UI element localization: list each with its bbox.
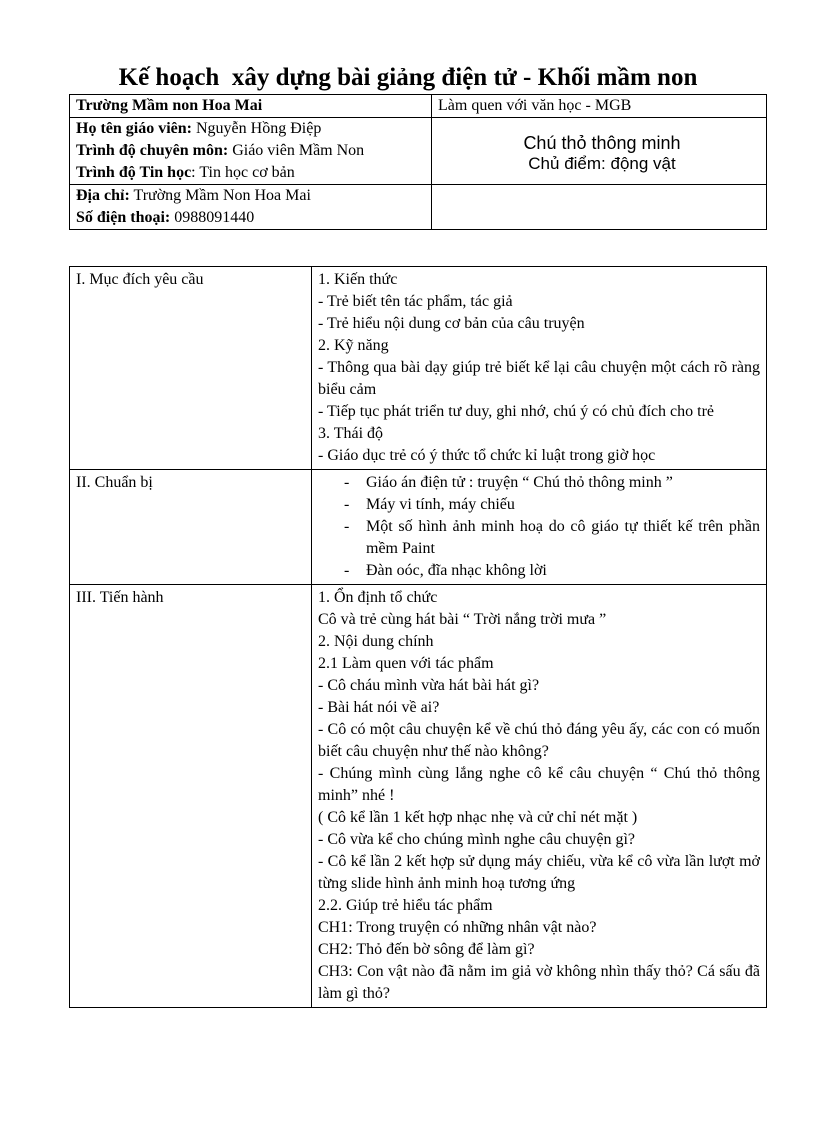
section-2-heading: II. Chuẩn bị <box>70 470 312 585</box>
school-name: Trường Mầm non Hoa Mai <box>70 95 432 118</box>
content-line: - Giáo dục trẻ có ý thức tổ chức kỉ luật trong giờ học <box>318 447 656 464</box>
content-line: CH1: Trong truyện có những nhân vật nào? <box>318 919 597 936</box>
content-line: - Cô có một câu chuyện kể về chú thỏ đáng yêu ấy, các con có muốn biết câu chuyện như thế nào không? <box>318 721 760 760</box>
content-line: Cô và trẻ cùng hát bài “ Trời nắng trời mưa ” <box>318 611 607 628</box>
teacher-value: Nguyễn Hồng Điệp <box>192 120 322 137</box>
header-table <box>69 94 767 230</box>
section-3-heading: III. Tiến hành <box>70 585 312 1008</box>
content-line: - Trẻ hiểu nội dung cơ bản của câu truyện <box>318 315 585 332</box>
lesson-title: Chú thỏ thông minh <box>523 133 681 153</box>
content-line: 2.1 Làm quen với tác phẩm <box>318 655 494 672</box>
empty-cell <box>432 185 767 230</box>
content-line: - Tiếp tục phát triển tư duy, ghi nhớ, chú ý có chủ đích cho trẻ <box>318 403 715 420</box>
content-line: 3. Thái độ <box>318 425 384 442</box>
content-line: 1. Kiến thức <box>318 271 398 288</box>
lesson-info <box>432 118 767 185</box>
content-line: - Bài hát nói về ai? <box>318 699 440 716</box>
level-value: Giáo viên Mầm Non <box>228 142 365 159</box>
content-line: - Cô cháu mình vừa hát bài hát gì? <box>318 677 540 694</box>
content-line: - Trẻ biết tên tác phẩm, tác giả <box>318 293 513 310</box>
content-line: 2. Kỹ năng <box>318 337 389 354</box>
phone-value: 0988091440 <box>170 209 255 226</box>
content-line: CH2: Thỏ đến bờ sông để làm gì? <box>318 941 535 958</box>
it-label: Trình độ Tin học <box>76 164 192 181</box>
content-line: 2.2. Giúp trẻ hiểu tác phẩm <box>318 897 493 914</box>
section-1-heading: I. Mục đích yêu cầu <box>70 267 312 470</box>
teacher-label: Họ tên giáo viên: <box>76 120 192 137</box>
address-value: Trường Mầm Non Hoa Mai <box>129 187 311 204</box>
address-label: Địa chỉ: <box>76 187 130 204</box>
preparation-list <box>318 472 760 582</box>
level-label: Trình độ chuyên môn: <box>76 142 229 159</box>
page-title: Kế hoạch xây dựng bài giảng điện tử - Khối mầm non <box>118 64 698 91</box>
content-line: CH3: Con vật nào đã nằm im giả vờ không nhìn thấy thỏ? Cá sấu đã làm gì thỏ? <box>318 963 760 1002</box>
section-2-content <box>312 470 767 585</box>
content-line: - Cô vừa kể cho chúng mình nghe câu chuyện gì? <box>318 831 636 848</box>
content-line: 1. Ổn định tổ chức <box>318 589 438 606</box>
subject-name: Làm quen với văn học - MGB <box>432 95 767 118</box>
section-1-content <box>312 267 767 470</box>
phone-label: Số điện thoại: <box>76 209 171 226</box>
content-line: - Cô kể lần 2 kết hợp sử dụng máy chiếu, vừa kể cô vừa lần lượt mở từng slide hình ảnh minh hoạ tương ứng <box>318 853 760 892</box>
list-item: - Một số hình ảnh minh hoạ do cô giáo tự thiết kế trên phần mềm Paint <box>344 516 760 560</box>
list-item: - Đàn oóc, đĩa nhạc không lời <box>344 560 760 582</box>
lesson-plan-table <box>69 266 767 1008</box>
teacher-info <box>70 118 432 185</box>
it-value: : Tin học cơ bản <box>191 164 295 181</box>
section-3-content <box>312 585 767 1008</box>
list-item: - Máy vi tính, máy chiếu <box>344 494 760 516</box>
content-line: - Chúng mình cùng lắng nghe cô kể câu chuyện “ Chú thỏ thông minh” nhé ! <box>318 765 760 804</box>
content-line: 2. Nội dung chính <box>318 633 434 650</box>
list-item: - Giáo án điện tử : truyện “ Chú thỏ thông minh ” <box>344 472 760 494</box>
content-line: ( Cô kể lần 1 kết hợp nhạc nhẹ và cử chỉ nét mặt ) <box>318 809 638 826</box>
contact-info <box>70 185 432 230</box>
content-line: - Thông qua bài dạy giúp trẻ biết kể lại câu chuyện một cách rõ ràng biểu cảm <box>318 359 760 398</box>
lesson-theme: Chủ điểm: động vật <box>528 154 676 173</box>
